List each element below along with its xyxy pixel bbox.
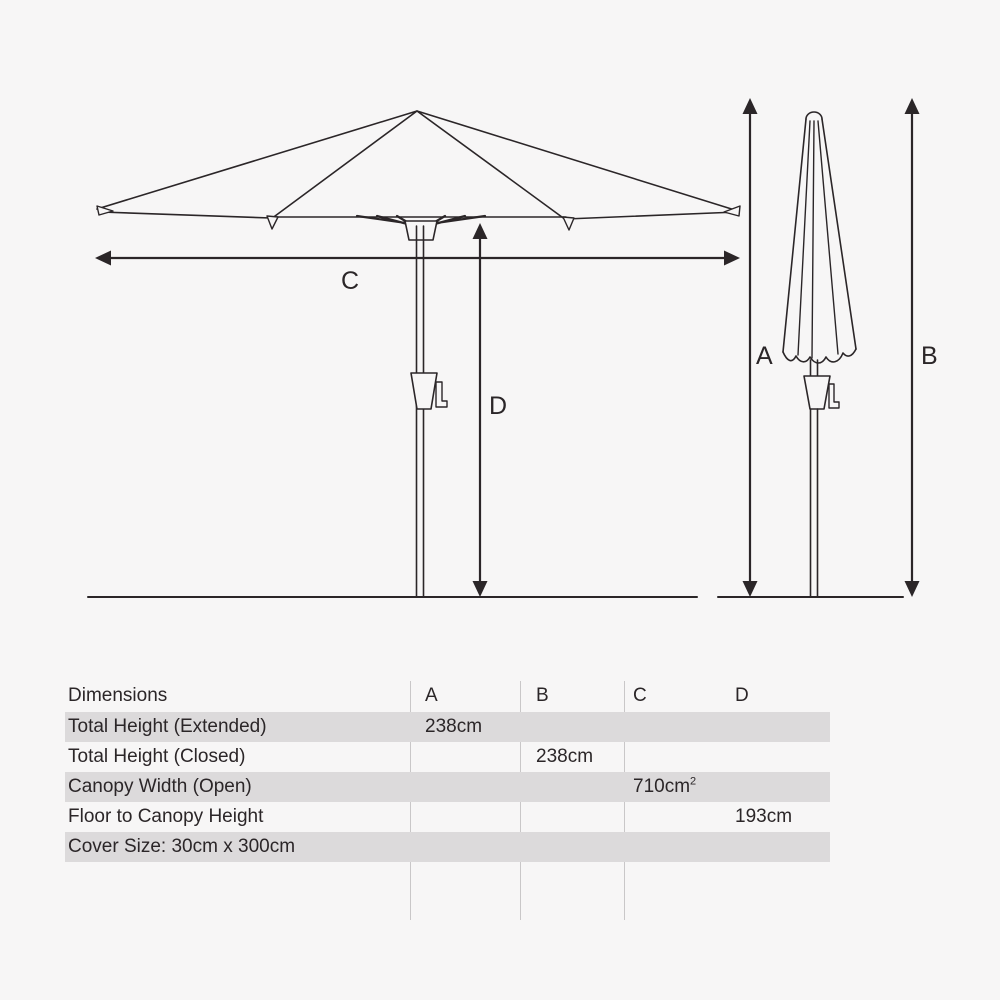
value-c	[633, 772, 696, 802]
row-label: Canopy Width (Open)	[68, 776, 252, 797]
dimension-label-d: D	[489, 392, 508, 420]
row-label: Total Height (Closed)	[68, 746, 246, 767]
table-row-floor-to-canopy-height	[65, 802, 830, 832]
closed-crank-housing	[804, 376, 830, 409]
table-row-total-height-closed	[65, 742, 830, 772]
closed-canopy-outline	[783, 119, 856, 352]
row-label: Floor to Canopy Height	[68, 806, 264, 827]
closed-canopy-folds	[798, 121, 838, 358]
table-row-cover-size	[65, 832, 830, 862]
dimension-arrow-b	[905, 98, 920, 597]
value-c-number: 710cm	[633, 776, 691, 797]
header-col-a: A	[425, 685, 438, 706]
value-c-superscript: 2	[690, 775, 697, 788]
header-col-c: C	[633, 685, 647, 706]
canopy-tip-front-left	[267, 216, 278, 229]
dimension-label-a: A	[756, 342, 773, 370]
open-canopy-underside	[101, 212, 737, 219]
closed-parasol-cap	[806, 112, 822, 119]
canopy-hub	[405, 221, 437, 240]
table-row-total-height-extended	[65, 712, 830, 742]
row-label: Cover Size: 30cm x 300cm	[68, 836, 296, 857]
closed-parasol	[783, 112, 856, 597]
open-parasol	[97, 111, 740, 597]
crank-handle	[436, 382, 447, 407]
header-col-b: B	[536, 685, 549, 706]
row-label: Total Height (Extended)	[68, 716, 267, 737]
header-dimensions: Dimensions	[68, 685, 168, 706]
dimension-label-b: B	[921, 342, 938, 370]
closed-parasol-pole	[811, 409, 818, 597]
header-col-d: D	[735, 685, 749, 706]
open-parasol-pole	[417, 226, 424, 597]
dimension-label-c: C	[341, 267, 360, 295]
dimensions-table	[65, 680, 935, 925]
closed-canopy-hem	[783, 349, 856, 363]
dimension-arrow-c	[95, 251, 740, 266]
value-a: 238cm	[425, 716, 483, 737]
value-b: 238cm	[536, 746, 594, 767]
table-row-canopy-width-open	[65, 772, 830, 802]
canopy-tip-front-right	[563, 217, 574, 230]
open-canopy-outline	[97, 111, 738, 220]
closed-crank-handle	[829, 384, 839, 408]
crank-housing	[411, 373, 437, 409]
table-header-row	[65, 680, 830, 712]
dimension-arrow-d	[473, 223, 488, 597]
value-d: 193cm	[735, 806, 793, 827]
